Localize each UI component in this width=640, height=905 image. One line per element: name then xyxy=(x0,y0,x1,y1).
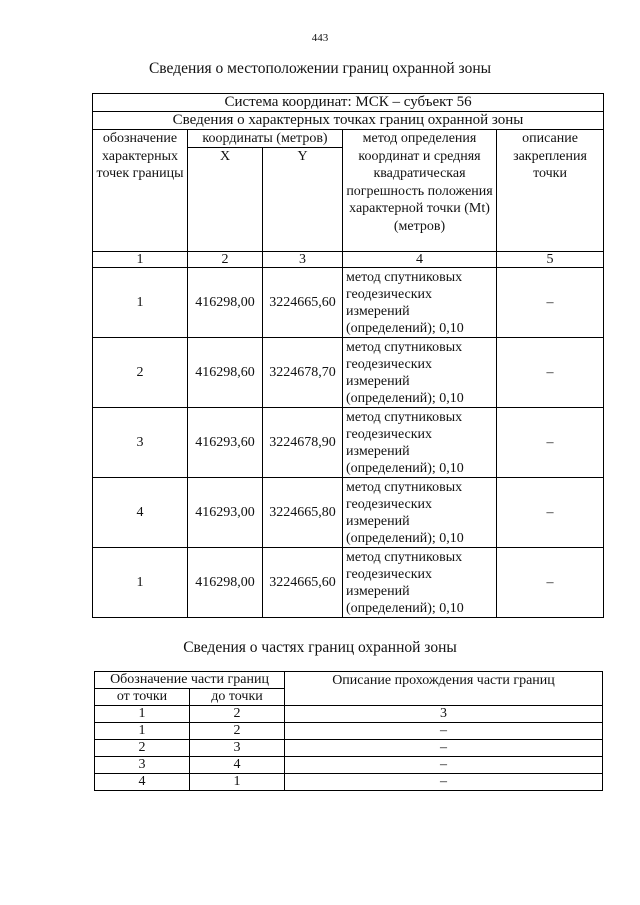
document-title: Сведения о местоположении границ охранной зоны xyxy=(148,60,492,77)
table-row xyxy=(93,268,604,338)
col-header-route-description: Описание прохождения части границ xyxy=(285,672,603,706)
coord-y: 3224678,70 xyxy=(263,338,343,408)
col-header-x: X xyxy=(188,148,263,252)
point-description: – xyxy=(497,268,604,338)
method-text: метод спутниковых геодезических измерений (определений); 0,10 xyxy=(343,268,497,338)
col-header-method: метод определения координат и средняя квадратическая погрешность положения характерной точки (Mt) (метров) xyxy=(343,130,497,252)
column-number-row xyxy=(95,706,603,723)
boundary-parts-table xyxy=(94,671,603,791)
to-point: 3 xyxy=(190,740,285,757)
point-description: – xyxy=(497,338,604,408)
column-number: 2 xyxy=(188,252,263,268)
to-point: 1 xyxy=(190,774,285,791)
col-header-description: описание закрепления точки xyxy=(497,130,604,252)
from-point: 3 xyxy=(95,757,190,774)
point-designation: 1 xyxy=(93,548,188,618)
method-text: метод спутниковых геодезических измерений (определений); 0,10 xyxy=(343,548,497,618)
coord-y: 3224665,60 xyxy=(263,548,343,618)
col-header-part: Обозначение части границ xyxy=(95,672,285,689)
coordinate-system-row: Система координат: МСК – субъект 56 xyxy=(93,94,604,112)
route-description: – xyxy=(285,723,603,740)
point-description: – xyxy=(497,408,604,478)
section-heading-row: Сведения о характерных точках границ охранной зоны xyxy=(93,112,604,130)
coord-y: 3224665,80 xyxy=(263,478,343,548)
route-description: – xyxy=(285,774,603,791)
point-designation: 3 xyxy=(93,408,188,478)
col-header-y: Y xyxy=(263,148,343,252)
point-description: – xyxy=(497,548,604,618)
col-header-coordinates: координаты (метров) xyxy=(188,130,343,148)
from-point: 4 xyxy=(95,774,190,791)
col-header-from-point: от точки xyxy=(95,689,190,706)
column-number: 1 xyxy=(95,706,190,723)
table-row xyxy=(95,740,603,757)
page-number: 443 xyxy=(311,32,329,44)
column-number: 3 xyxy=(285,706,603,723)
to-point: 4 xyxy=(190,757,285,774)
table-row xyxy=(95,774,603,791)
column-number: 1 xyxy=(93,252,188,268)
column-number: 5 xyxy=(497,252,604,268)
table-row xyxy=(93,478,604,548)
table-row xyxy=(93,408,604,478)
point-description: – xyxy=(497,478,604,548)
to-point: 2 xyxy=(190,723,285,740)
route-description: – xyxy=(285,757,603,774)
method-text: метод спутниковых геодезических измерений (определений); 0,10 xyxy=(343,408,497,478)
column-number: 2 xyxy=(190,706,285,723)
col-header-to-point: до точки xyxy=(190,689,285,706)
table-row xyxy=(93,338,604,408)
point-designation: 4 xyxy=(93,478,188,548)
boundary-points-table xyxy=(92,93,604,618)
column-number: 4 xyxy=(343,252,497,268)
table-row xyxy=(93,548,604,618)
method-text: метод спутниковых геодезических измерений (определений); 0,10 xyxy=(343,478,497,548)
method-text: метод спутниковых геодезических измерений (определений); 0,10 xyxy=(343,338,497,408)
coord-x: 416298,60 xyxy=(188,338,263,408)
coord-x: 416298,00 xyxy=(188,268,263,338)
point-designation: 1 xyxy=(93,268,188,338)
point-designation: 2 xyxy=(93,338,188,408)
coord-x: 416293,60 xyxy=(188,408,263,478)
parts-section-title: Сведения о частях границ охранной зоны xyxy=(183,639,457,656)
table-row xyxy=(95,757,603,774)
route-description: – xyxy=(285,740,603,757)
col-header-designation: обозначение характерных точек границы xyxy=(93,130,188,252)
from-point: 2 xyxy=(95,740,190,757)
column-number: 3 xyxy=(263,252,343,268)
coord-y: 3224678,90 xyxy=(263,408,343,478)
coord-x: 416293,00 xyxy=(188,478,263,548)
from-point: 1 xyxy=(95,723,190,740)
column-number-row xyxy=(93,252,604,268)
coord-x: 416298,00 xyxy=(188,548,263,618)
table-row xyxy=(95,723,603,740)
coord-y: 3224665,60 xyxy=(263,268,343,338)
